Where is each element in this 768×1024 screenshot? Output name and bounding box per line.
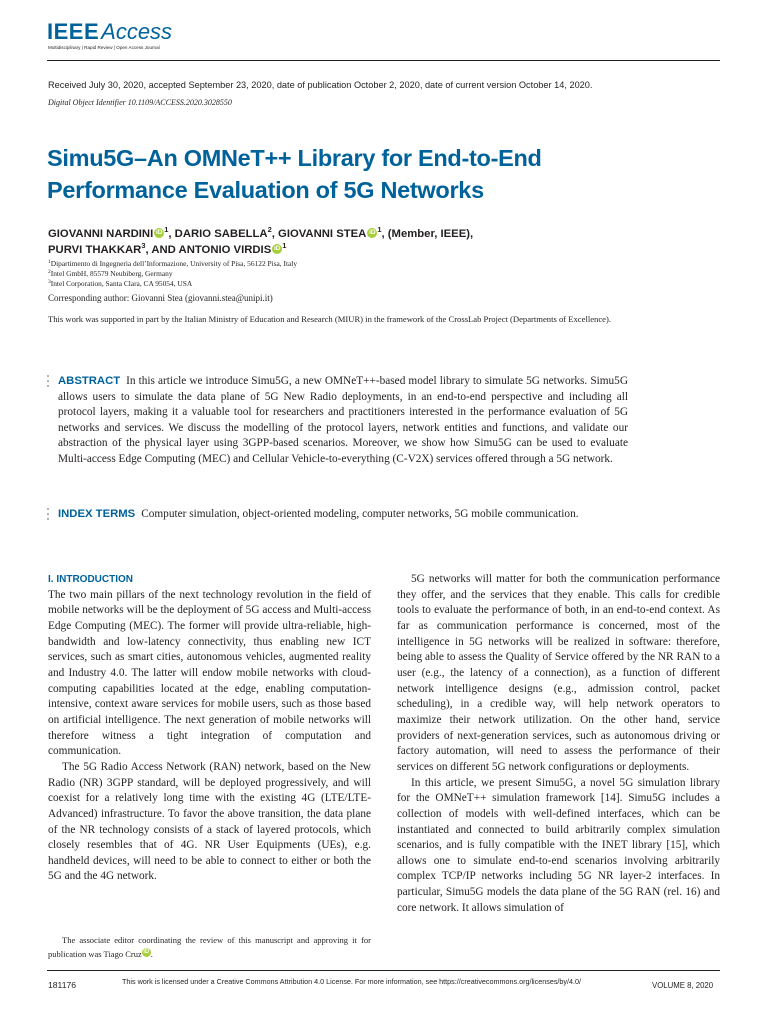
index-terms-dots (47, 508, 50, 523)
author-line-1 (48, 226, 728, 242)
editor-footnote (48, 933, 371, 961)
orcid-icon[interactable]: iD (143, 949, 150, 955)
author-list (48, 226, 728, 258)
paragraph: 5G networks will matter for both the communication performance they offer, and the services that they enable. This calls for credible tools to evaluate the performance of both, in an end-to-end context. As far as communication performance is concerned, most of the intelligence in 5G networks will be realized in software: therefore, being able to assess the Quality of Service offered by the NR RAN to a user (e.g., the latency of a connection), as a function of different network intelligence designs (e.g., admission control, packet scheduling), in a credible way, will help network operators to maximize their network utilization. On the other hand, service providers of next-generation services, such as autonomous driving or factory automation, will need to assess the performance of their services on different 5G network configurations or deployments. (397, 573, 720, 773)
author-name: , AND ANTONIO VIRDIS (145, 244, 272, 256)
dot (47, 380, 49, 382)
funding-note: This work was supported in part by the Italian Ministry of Education and Research (MIUR) in the framework of the CrossLab Project (Departments of Excellence). (48, 314, 611, 324)
dot (47, 375, 49, 377)
right-column (397, 572, 720, 916)
affiliation-number: 1 (48, 259, 51, 265)
left-column (48, 572, 371, 885)
paragraph: The 5G Radio Access Network (RAN) network, based on the New Radio (NR) 3GPP standard, will be deployed progressively, and will coexist for a relatively long time with the existing 4G (LTE/LTE-Advanced) infrastructure. To favor the above transition, the data plane of the NR technology consists of a stack of layered protocols, which closely resembles that of 4G. NR User Equipments (UEs), e.g. handheld devices, will need to be able to connect to either or both the 5G and the 4G network. (48, 760, 371, 883)
author-membership: , (Member, IEEE), (381, 228, 474, 240)
author-name: GIOVANNI NARDINI (48, 228, 154, 240)
abstract-text: In this article we introduce Simu5G, a new OMNeT++-based model library to simulate 5G networks. Simu5G allows users to simulate the data plane of 5G New Radio deployments, in an end-to-end perspective and including all protocol layers, making it a valuable tool for researchers and practitioners interested in the performance evaluation of 5G networks and services. We discuss the modelling of the protocol layers, network entities and functions, and validate our abstraction of the physical layer using 3GPP-based scenarios. Moreover, we show how Simu5G can be used to evaluate Multi-access Edge Computing (MEC) and Cellular Vehicle-to-everything (C-V2X) services offered through a 5G network. (58, 375, 628, 465)
affiliation-text: Intel Corporation, Santa Clara, CA 95054, USA (50, 279, 193, 288)
dot (47, 385, 49, 387)
author-name: , GIOVANNI STEA (271, 228, 367, 240)
affiliation-text: Intel GmbH, 85579 Neubiberg, Germany (50, 269, 173, 278)
volume-label: VOLUME 8, 2020 (652, 981, 714, 990)
paragraph: In this article, we present Simu5G, a novel 5G simulation library for the OMNeT++ simulation framework [14]. Simu5G includes a collection of models with well-defined interfaces, which can be instantiated and connected to build arbitrarily complex simulation scenarios, and is fully compatible with the INET library [15], which allows one to simulate end-to-end scenarios involving arbitrarily complex TCP/IP networks including 5G NR layer-2 interfaces. In particular, Simu5G models the data plane of the 5G RAN (rel. 16) and core network. It allows simulation of (397, 776, 720, 914)
logo-subtitle: Multidisciplinary | Rapid Review | Open Access Journal (48, 45, 160, 50)
orcid-icon[interactable]: iD (369, 229, 376, 236)
doi[interactable]: Digital Object Identifier 10.1109/ACCESS.2020.3028550 (48, 98, 232, 107)
author-line-2 (48, 242, 728, 258)
dot (47, 518, 49, 520)
license-note[interactable]: This work is licensed under a Creative Commons Attribution 4.0 License. For more information, see https://creativecommons.org/licenses/by/4.0/ (122, 977, 582, 986)
index-terms-text: Computer simulation, object-oriented modeling, computer networks, 5G mobile communication. (141, 508, 579, 520)
index-terms (58, 507, 628, 523)
abstract (58, 374, 628, 468)
author-name: , DARIO SABELLA (168, 228, 268, 240)
footer-divider (47, 970, 720, 971)
logo-access: Access (101, 19, 173, 44)
title-line-1: Simu5G–An OMNeT++ Library for End-to-End (47, 145, 542, 171)
received-dates: Received July 30, 2020, accepted September 23, 2020, date of publication October 2, 2020, date of current version October 14, 2020. (48, 80, 593, 90)
footnote-text: The associate editor coordinating the review of this manuscript and approving it for publication was Tiago Cruz (48, 935, 371, 959)
corresponding-author: Corresponding author: Giovanni Stea (giovanni.stea@unipi.it) (48, 293, 273, 303)
affiliation-3 (48, 279, 728, 289)
section-heading: I. INTRODUCTION (48, 574, 133, 585)
affiliation-1 (48, 259, 728, 269)
author-affil-sup: 1 (377, 225, 382, 235)
dot (47, 508, 49, 510)
author-affil-sup: 1 (164, 225, 169, 235)
paragraph: The two main pillars of the next technology revolution in the field of mobile networks will be the deployment of 5G access and Multi-access Edge Computing (MEC). The former will provide ultra-reliable, high-bandwidth and low-latency connectivity, thus enabling new ICT services, such as smart cities, autonomous vehicles, augmented reality and Industry 4.0. The latter will endow mobile networks with cloud-computing capabilities located at the edge, enabling computation-intensive, context aware services for mobile users, such as those based on artificial intelligence. The next generation of mobile networks will therefore witness a tight integration of computation and communication. (48, 588, 371, 758)
paper-title (47, 142, 727, 206)
logo-ieee: IEEE (47, 19, 100, 44)
affiliation-2 (48, 269, 728, 279)
author-affil-sup: 3 (141, 241, 146, 251)
affiliation-number: 2 (48, 269, 51, 275)
orcid-icon[interactable]: iD (155, 229, 163, 236)
affiliation-number: 3 (48, 279, 51, 285)
index-terms-heading: INDEX TERMS (58, 508, 136, 520)
affiliation-text: Dipartimento di Ingegneria dell’Informazione, University of Pisa, 56122 Pisa, Italy (50, 259, 298, 268)
author-name: PURVI THAKKAR (48, 244, 142, 256)
abstract-heading: ABSTRACT (58, 375, 121, 387)
dot (47, 513, 49, 515)
title-line-2: Performance Evaluation of 5G Networks (47, 177, 484, 203)
footnote-end: . (150, 949, 153, 959)
header-divider (47, 60, 720, 61)
orcid-icon[interactable]: iD (273, 245, 281, 252)
page-number: 181176 (48, 980, 77, 990)
author-affil-sup: 1 (282, 241, 287, 251)
journal-logo (47, 20, 172, 44)
author-affil-sup: 2 (267, 225, 272, 235)
abstract-dots (47, 375, 50, 390)
